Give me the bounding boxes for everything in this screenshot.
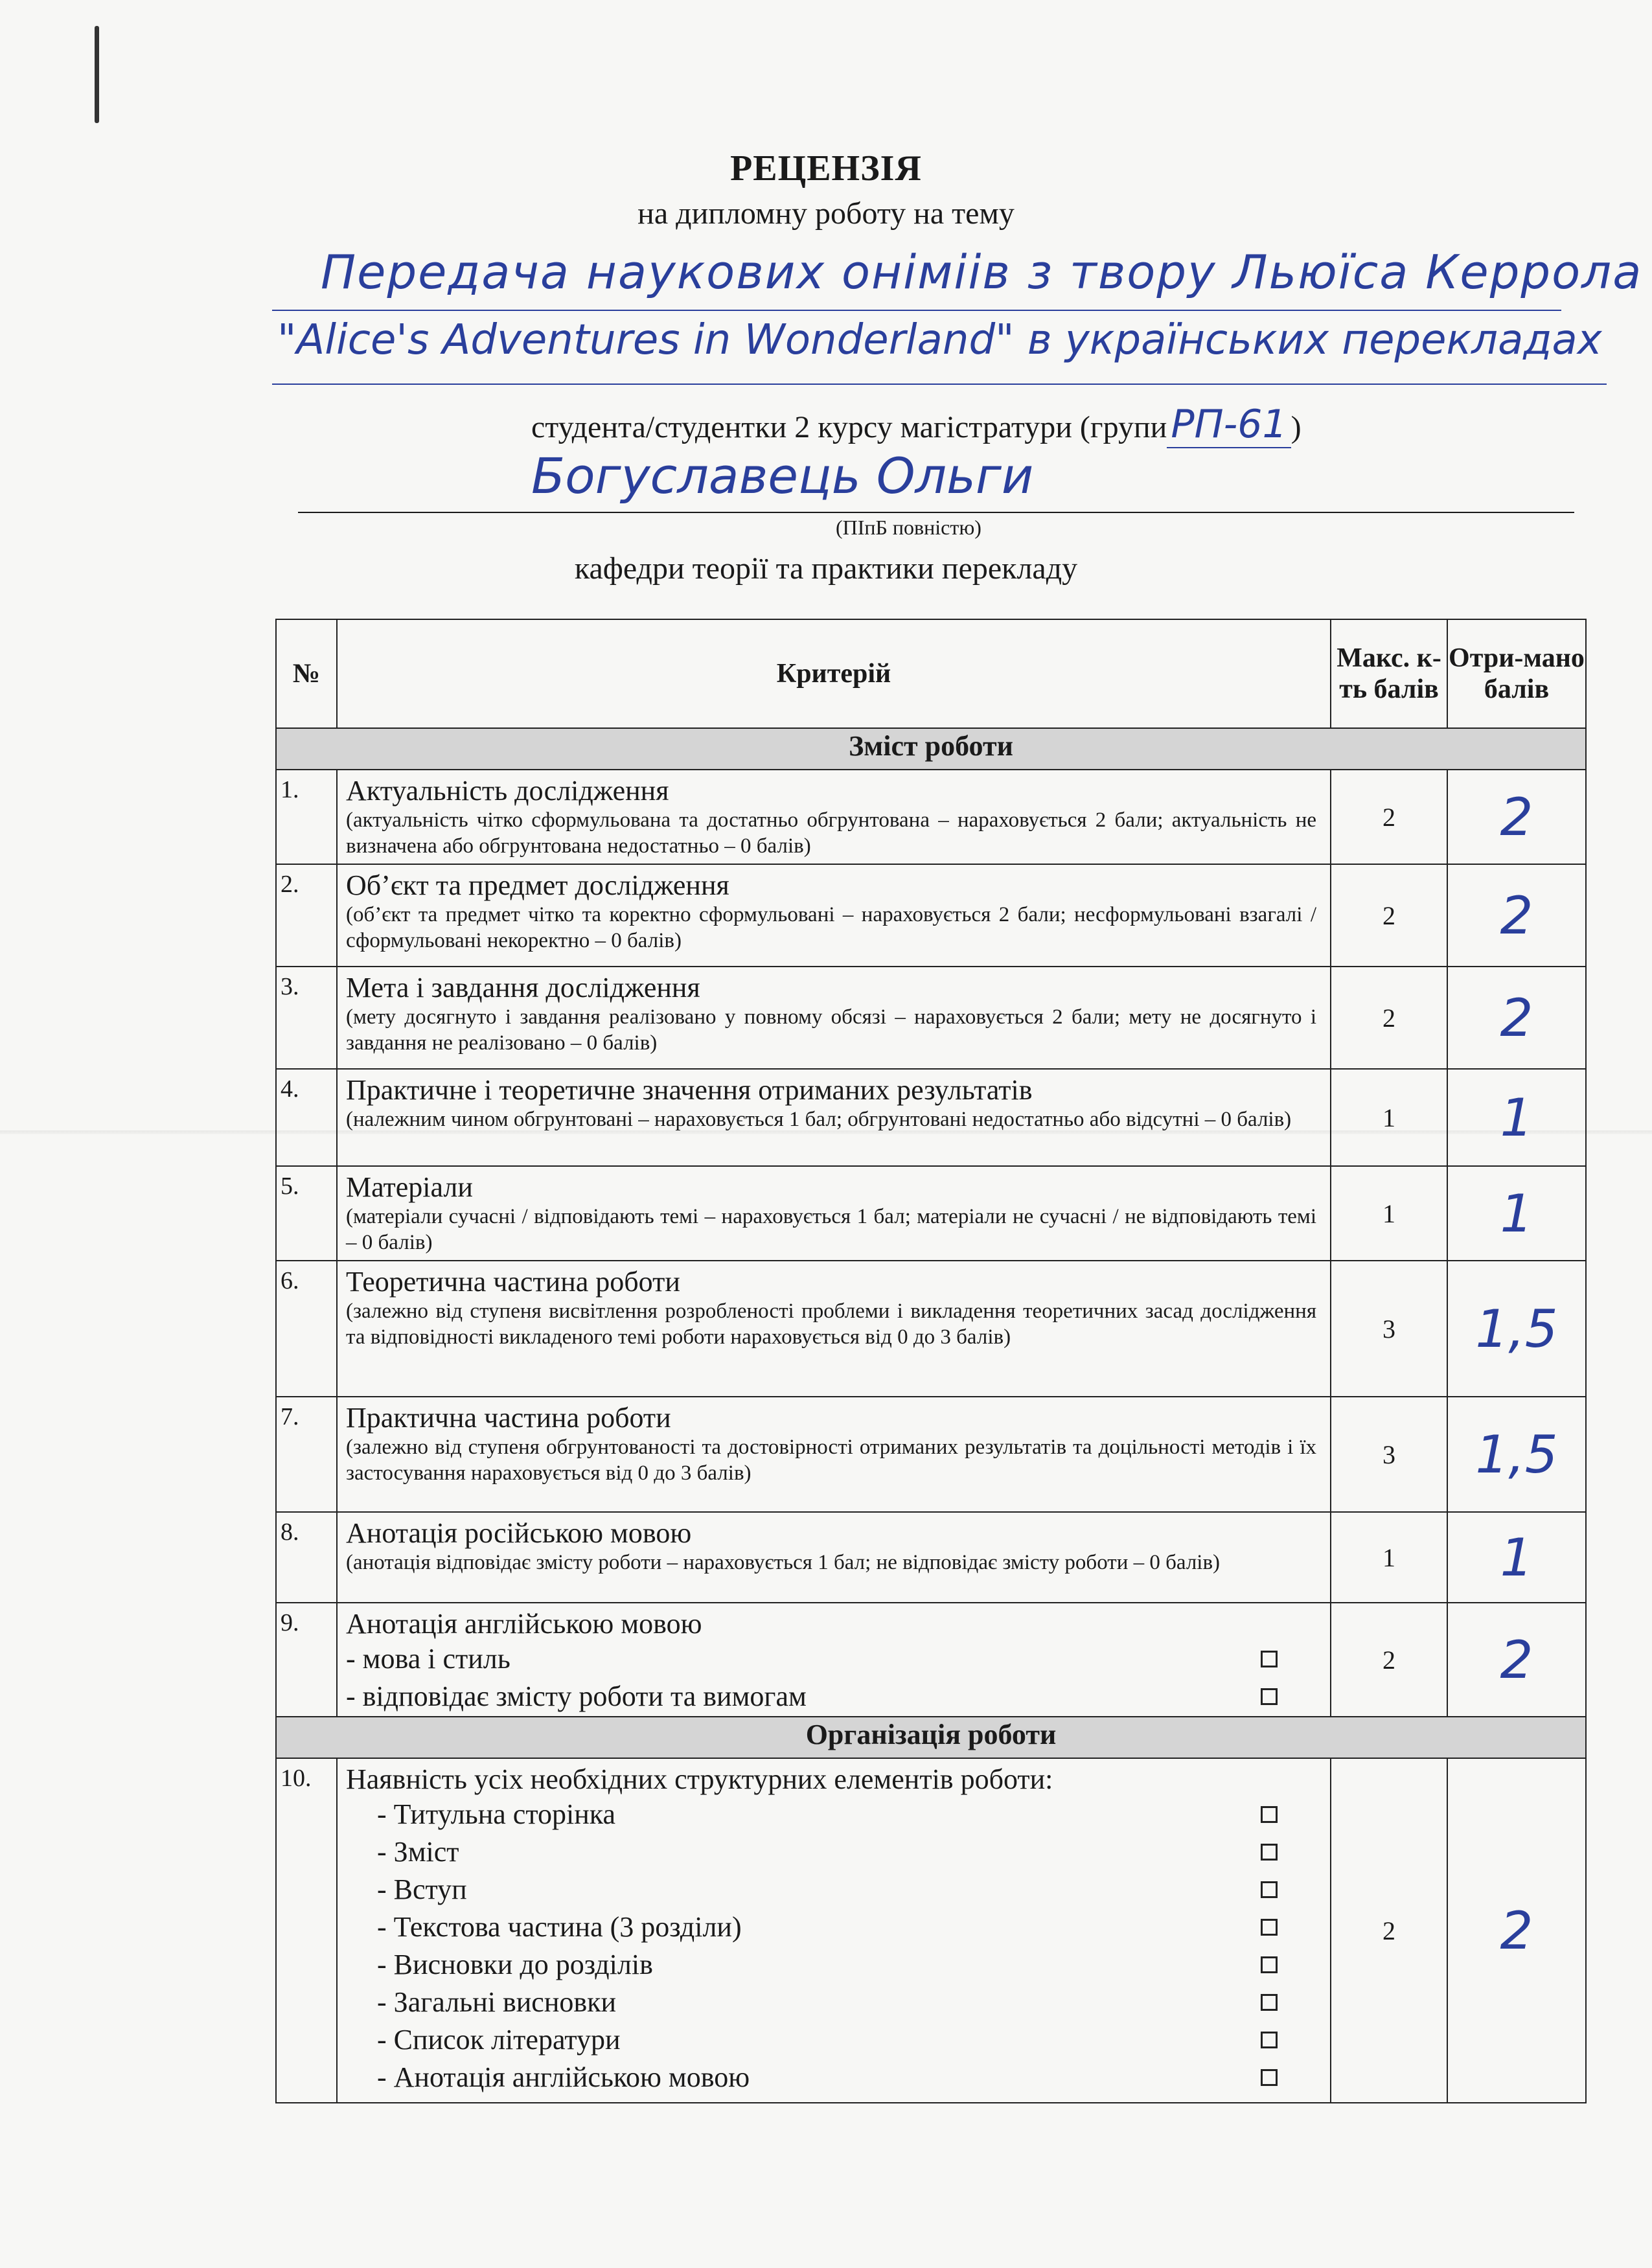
max-points: 2 [1331, 1758, 1447, 2103]
criterion-title: Анотація англійською мовою [346, 1608, 702, 1640]
max-points: 1 [1331, 1512, 1447, 1603]
received-points: 1 [1500, 1527, 1533, 1588]
checklist-item-label: - Титульна сторінка [377, 1798, 615, 1830]
checklist-item [338, 1796, 1329, 1833]
criterion-description: (анотація відповідає змісту роботи – нараховується 1 бал; не відповідає змісту роботи – 0 балів) [346, 1551, 1221, 1574]
header-got: Отри-мано балів [1447, 619, 1586, 728]
header-max: Макс. к-ть балів [1331, 619, 1447, 728]
criterion-description: (об’єкт та предмет чітко та коректно сформульовані – нараховується 2 бали; несформульовані взагалі / сформульовані некоректно – 0 балів) [346, 903, 1316, 952]
table-header-row [276, 619, 1586, 728]
criterion-title: Практична частина роботи [346, 1402, 671, 1434]
received-points-cell [1447, 1069, 1586, 1166]
checklist-item-label: - Загальні висновки [377, 1986, 617, 2018]
table-row [276, 1397, 1586, 1512]
checklist-item [338, 1678, 1329, 1715]
row-number: 6. [276, 1261, 337, 1397]
checklist-item [338, 2021, 1329, 2059]
criterion-title: Теоретична частина роботи [346, 1266, 680, 1298]
row-criterion [337, 1603, 1331, 1717]
checklist-item [338, 1871, 1329, 1908]
max-points: 2 [1331, 967, 1447, 1069]
evaluation-table [275, 619, 1587, 2103]
received-points-cell [1447, 1758, 1586, 2103]
student-line [531, 402, 1302, 448]
table-row [276, 1758, 1586, 2103]
received-points: 1 [1500, 1183, 1533, 1244]
received-points-cell [1447, 1166, 1586, 1261]
row-number: 2. [276, 864, 337, 967]
received-points: 2 [1500, 987, 1533, 1048]
checklist-item [338, 1946, 1329, 1984]
received-points: 1 [1500, 1087, 1533, 1148]
row-criterion [337, 1758, 1331, 2103]
row-number: 9. [276, 1603, 337, 1717]
checkbox-icon[interactable] [1261, 2032, 1278, 2048]
checkbox-icon[interactable] [1261, 1994, 1278, 2011]
checklist-item-label: - Список літератури [377, 2024, 621, 2056]
checkbox-icon[interactable] [1261, 1844, 1278, 1861]
criterion-description: (актуальність чітко сформульована та достатньо обгрунтована – нараховується 2 бали; актуальність не визначена або обгрунтована недостатньо – 0 балів) [346, 808, 1316, 858]
table-row [276, 1261, 1586, 1397]
table-row [276, 1512, 1586, 1603]
criterion-title: Практичне і теоретичне значення отриманих результатів [346, 1074, 1033, 1106]
max-points: 2 [1331, 770, 1447, 864]
checklist-item [338, 2059, 1329, 2096]
row-criterion [337, 1512, 1331, 1603]
document-subtitle: на дипломну роботу на тему [637, 196, 1015, 231]
section-content-label: Зміст роботи [276, 728, 1586, 770]
row-number: 4. [276, 1069, 337, 1166]
checklist-item-label: - Вступ [377, 1873, 467, 1905]
row-criterion [337, 864, 1331, 967]
table-row [276, 967, 1586, 1069]
max-points: 1 [1331, 1166, 1447, 1261]
row-number: 7. [276, 1397, 337, 1512]
row-criterion [337, 1397, 1331, 1512]
checkbox-icon[interactable] [1261, 1651, 1278, 1667]
row-criterion [337, 1261, 1331, 1397]
section-content [276, 728, 1586, 770]
thesis-topic-line-1: Передача наукових оніміів з твору Льюїса Керрола [321, 245, 1643, 299]
checkbox-icon[interactable] [1261, 1919, 1278, 1936]
checkbox-icon[interactable] [1261, 1881, 1278, 1898]
checklist-item-label: - Анотація англійською мовою [377, 2061, 750, 2093]
checklist-item [338, 1908, 1329, 1946]
checklist-item-label: - Висновки до розділів [377, 1949, 653, 1980]
criterion-title: Матеріали [346, 1171, 473, 1203]
checkbox-icon[interactable] [1261, 1806, 1278, 1823]
received-points-cell [1447, 1397, 1586, 1512]
received-points-cell [1447, 1603, 1586, 1717]
checkbox-icon[interactable] [1261, 1956, 1278, 1973]
received-points-cell [1447, 864, 1586, 967]
criterion-description: (мету досягнуто і завдання реалізовано у повному обсязі – нараховується 2 бали; мету не досягнуто і завдання не реалізовано – 0 балів) [346, 1005, 1316, 1055]
received-points-cell [1447, 1261, 1586, 1397]
header-criterion: Критерій [337, 619, 1331, 728]
document-title: РЕЦЕНЗІЯ [730, 148, 922, 189]
checklist-item-label: - Зміст [377, 1836, 459, 1868]
student-full-name: Богуславець Ольги [531, 447, 1034, 505]
received-points: 1,5 [1475, 1298, 1558, 1359]
checklist-item [338, 1984, 1329, 2021]
received-points: 2 [1500, 1629, 1533, 1690]
max-points: 2 [1331, 1603, 1447, 1717]
max-points: 3 [1331, 1397, 1447, 1512]
section-organization-label: Організація роботи [276, 1717, 1586, 1758]
header-num: № [276, 619, 337, 728]
student-group: РП-61 [1167, 402, 1291, 448]
checklist-item [338, 1640, 1329, 1678]
max-points: 3 [1331, 1261, 1447, 1397]
received-points: 1,5 [1475, 1424, 1558, 1485]
row-number: 5. [276, 1166, 337, 1261]
received-points: 2 [1500, 885, 1533, 946]
criterion-description: (залежно від ступеня обгрунтованості та достовірності отриманих результатів та доцільності методів і їх застосування нараховується від 0 до 3 балів) [346, 1436, 1316, 1485]
checkbox-icon[interactable] [1261, 1688, 1278, 1705]
row-number: 3. [276, 967, 337, 1069]
table-row [276, 1603, 1586, 1717]
table-row [276, 770, 1586, 864]
criterion-title: Наявність усіх необхідних структурних елементів роботи: [346, 1763, 1053, 1795]
criterion-title: Актуальність дослідження [346, 775, 669, 807]
checklist-item [338, 1833, 1329, 1871]
checklist-item-label: - Текстова частина (3 розділи) [377, 1911, 742, 1943]
topic-underline-1 [272, 310, 1561, 311]
row-number: 1. [276, 770, 337, 864]
criterion-title: Об’єкт та предмет дослідження [346, 869, 729, 901]
row-criterion [337, 770, 1331, 864]
max-points: 2 [1331, 864, 1447, 967]
received-points: 2 [1500, 1900, 1533, 1961]
section-organization [276, 1717, 1586, 1758]
row-number: 10. [276, 1758, 337, 2103]
table-row [276, 864, 1586, 967]
name-underline [298, 512, 1574, 513]
row-number: 8. [276, 1512, 337, 1603]
checklist-item-label: - мова і стиль [346, 1643, 511, 1675]
checkbox-icon[interactable] [1261, 2069, 1278, 2086]
row-criterion [337, 1166, 1331, 1261]
student-label: студента/студентки 2 курсу магістратури (групи [531, 410, 1167, 444]
criterion-description: (залежно від ступеня висвітлення розробленості проблеми і викладення теоретичних засад дослідження та відповідності викладеного темі роботи нараховується від 0 до 3 балів) [346, 1300, 1316, 1349]
table-row [276, 1166, 1586, 1261]
criterion-title: Мета і завдання дослідження [346, 972, 700, 1003]
criterion-title: Анотація російською мовою [346, 1517, 692, 1549]
received-points-cell [1447, 967, 1586, 1069]
received-points-cell [1447, 770, 1586, 864]
criterion-description: (матеріали сучасні / відповідають темі – нараховується 1 бал; матеріали не сучасні / не відповідають темі – 0 балів) [346, 1205, 1316, 1254]
name-caption: (ПІпБ повністю) [836, 516, 981, 539]
row-criterion [337, 967, 1331, 1069]
received-points-cell [1447, 1512, 1586, 1603]
criterion-description: (належним чином обгрунтовані – нараховується 1 бал; обгрунтовані недостатньо або відсутні – 0 балів) [346, 1108, 1292, 1131]
checklist-item-label: - відповідає змісту роботи та вимогам [346, 1680, 807, 1712]
thesis-topic-line-2: "Alice's Adventures in Wonderland" в українських перекладах [277, 316, 1602, 364]
student-label-close: ) [1291, 410, 1302, 444]
table-row [276, 1069, 1586, 1166]
received-points: 2 [1500, 786, 1533, 847]
department: кафедри теорії та практики перекладу [574, 551, 1078, 586]
max-points: 1 [1331, 1069, 1447, 1166]
punch-hole-mark [95, 26, 99, 123]
row-criterion [337, 1069, 1331, 1166]
topic-underline-2 [272, 384, 1607, 385]
